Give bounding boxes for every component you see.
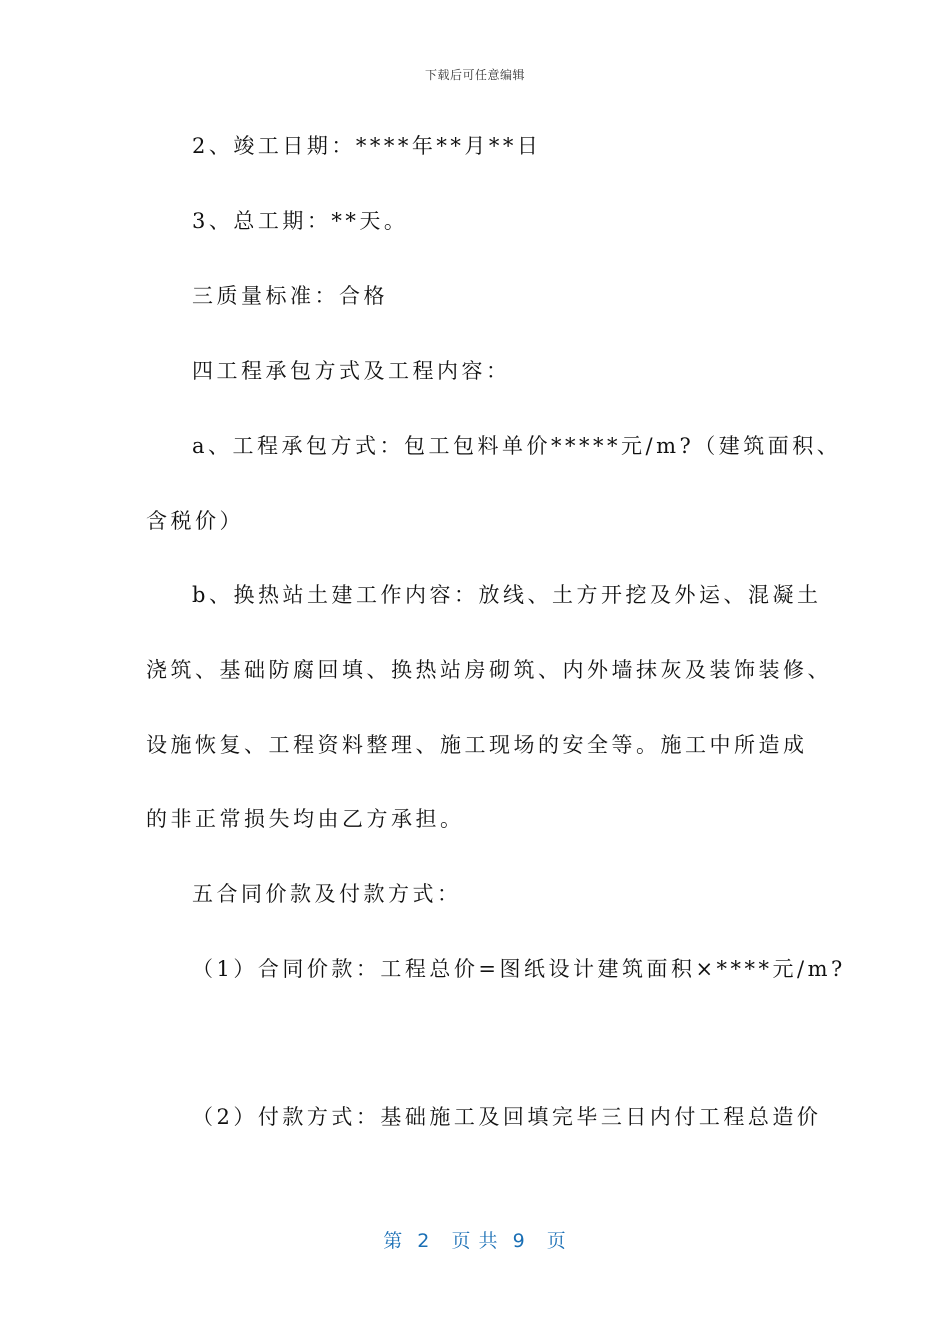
section-heading-contract-method: 四工程承包方式及工程内容：: [192, 359, 511, 383]
text-line-work-content-b-cont3: 的非正常损失均由乙方承担。: [146, 807, 465, 831]
section-heading-quality: 三质量标准：合格: [192, 284, 388, 308]
text-line-work-content-b-cont1: 浇筑、基础防腐回填、换热站房砌筑、内外墙抹灰及装饰装修、: [146, 658, 832, 682]
text-line-contract-method-a-cont: 含税价）: [146, 509, 244, 533]
text-line-work-content-b: b、换热站土建工作内容：放线、土方开挖及外运、混凝土: [192, 583, 822, 607]
text-line-total-duration: 3、总工期：**天。: [192, 209, 409, 233]
text-line-work-content-b-cont2: 设施恢复、工程资料整理、施工现场的安全等。施工中所造成: [146, 733, 808, 757]
text-line-payment-method: （2）付款方式：基础施工及回填完毕三日内付工程总造价: [192, 1105, 822, 1129]
text-line-contract-price: （1）合同价款：工程总价=图纸设计建筑面积×****元/m?: [192, 957, 846, 981]
text-line-completion-date: 2、竣工日期：****年**月**日: [192, 134, 542, 158]
section-heading-price-payment: 五合同价款及付款方式：: [192, 882, 462, 906]
text-line-contract-method-a: a、工程承包方式：包工包料单价*****元/m?（建筑面积、: [192, 434, 842, 458]
page-header-note: 下载后可任意编辑: [424, 68, 525, 82]
page-number-footer: 第 2 页 共 9 页: [383, 1230, 567, 1252]
